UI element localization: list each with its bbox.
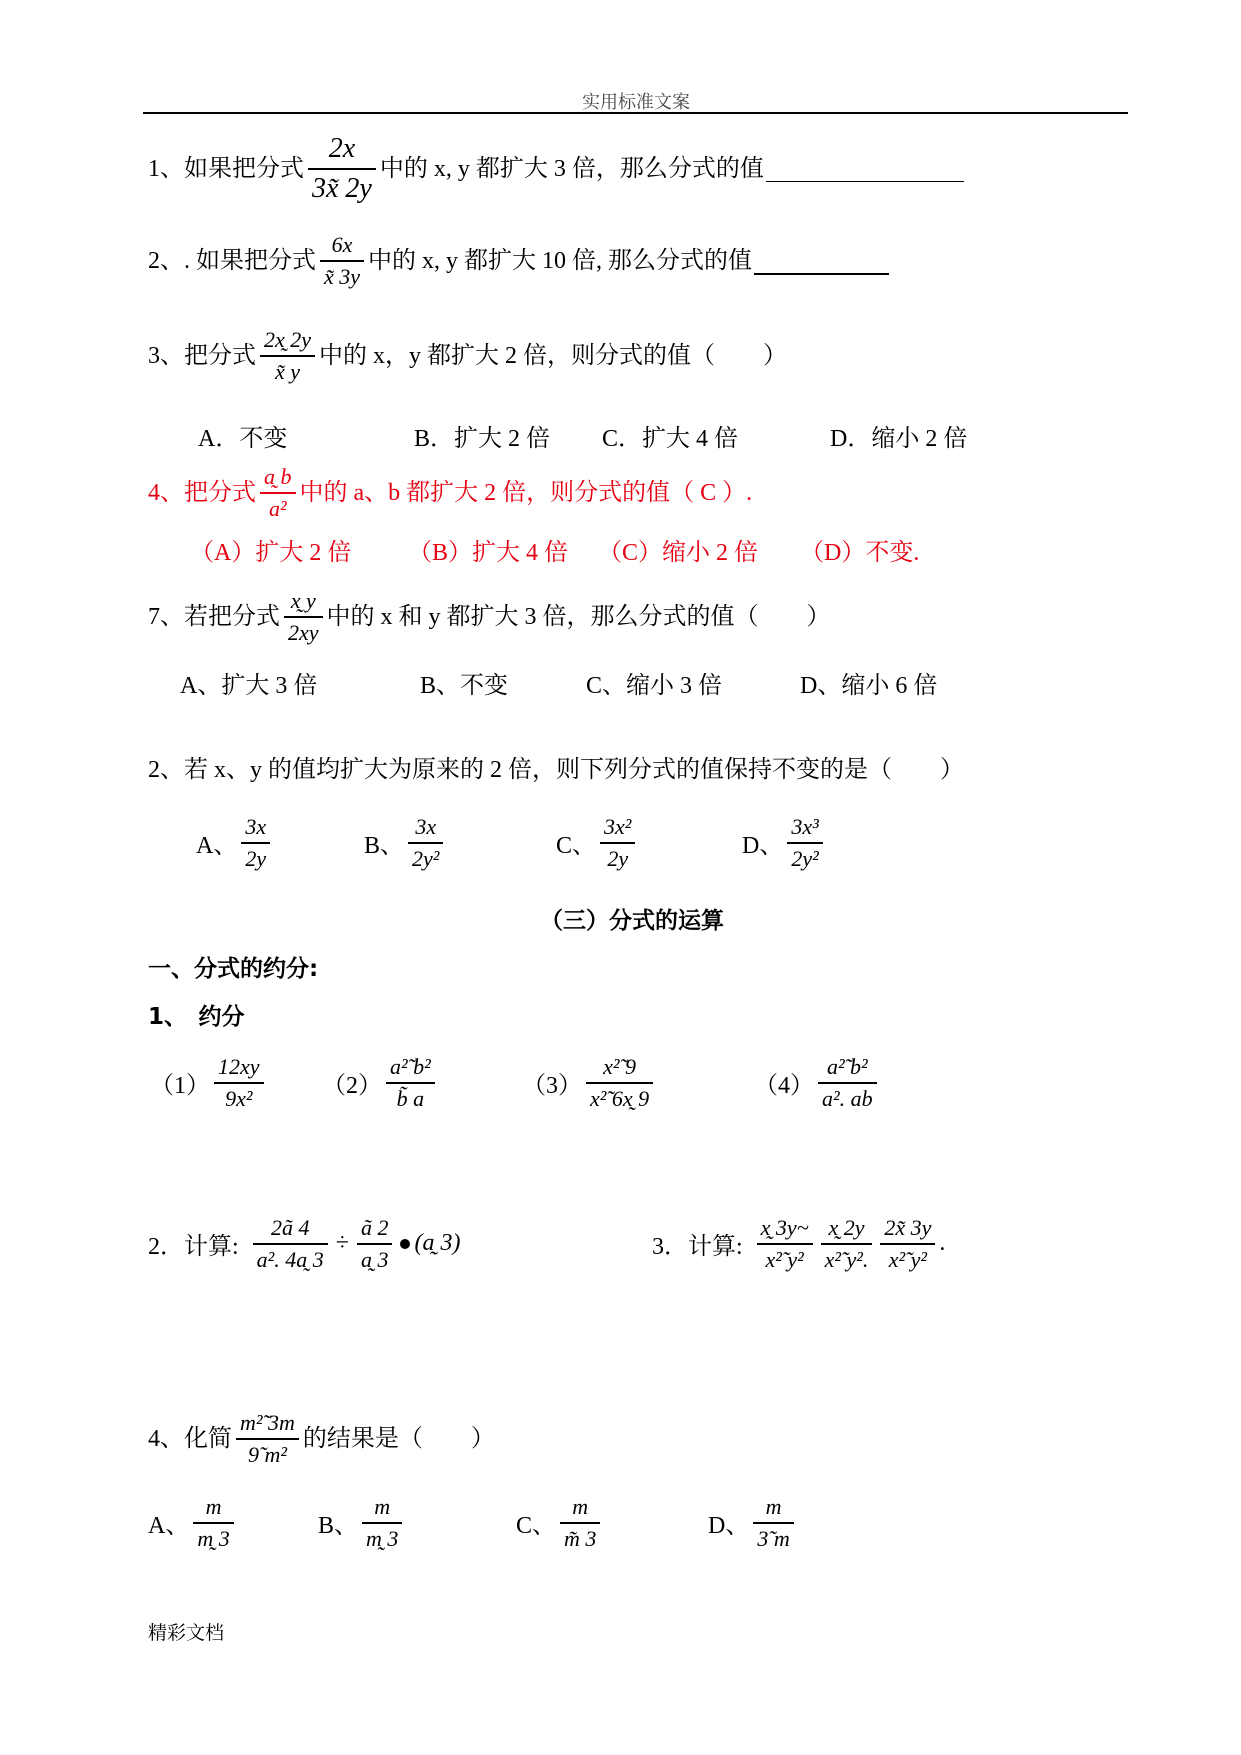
question-3 [148,325,787,387]
denominator: 2y [607,845,629,871]
q4b-option-a[interactable] [148,1492,238,1554]
q4b-option-c[interactable] [516,1492,604,1554]
reduce-4-fraction [818,1052,877,1114]
q7-text: 中的 x 和 y 都扩大 3 倍，那么分式的值（ ） [326,603,831,630]
reduce-2-label: （2） [322,1073,382,1100]
q7-option-b[interactable]: B、不变 [420,673,509,699]
page-footer: 精彩文档 [148,1623,225,1644]
q2b-option-d-fraction [787,812,822,874]
q2-text: 中的 x, y 都扩大 10 倍, 那么分式的值 [368,247,753,274]
numerator: 3x [415,814,437,839]
multiply-dot-icon [400,1239,410,1249]
denominator: x²̃ y² [888,1246,927,1272]
item-title: 1、 约分 [148,1004,245,1030]
q2-numerator: 6x [331,232,353,257]
q4b-option-a-label: A、 [148,1513,190,1540]
calc-3-fraction-1 [757,1213,813,1275]
q2b-option-a-label: A、 [196,833,238,860]
q2b-option-d[interactable] [742,812,827,874]
denominator: b̃ a [396,1085,425,1111]
part-title: 一、分式的约分: [148,956,319,982]
q1-answer-blank[interactable] [766,155,964,182]
q7-option-d[interactable]: D、缩小 6 倍 [800,673,938,699]
numerator: x²̃ 9 [603,1054,636,1079]
q4b-option-c-label: C、 [516,1513,557,1540]
q2b-option-a[interactable] [196,812,274,874]
question-4b [148,1408,495,1470]
section-title: （三）分式的运算 [540,908,724,934]
q2-fraction [320,230,364,292]
q4b-option-a-fraction [193,1492,233,1554]
q4b-option-b-label: B、 [318,1513,359,1540]
q1-fraction [308,130,376,208]
q2b-option-a-fraction [241,812,270,874]
q4-text: 中的 a、b 都扩大 2 倍，则分式的值（ C ）. [299,479,753,506]
calc-2-fraction-2 [357,1213,393,1275]
numerator: m [205,1494,222,1519]
reduce-1-fraction [214,1052,264,1114]
denominator: m̰ 3 [366,1525,399,1551]
q7-option-a[interactable]: A、扩大 3 倍 [180,673,318,699]
calc-2-tail: (a̰ 3) [414,1230,461,1257]
divide-sign: ÷ [335,1230,349,1257]
q4-option-c[interactable]: （C）缩小 2 倍 [598,540,759,566]
denominator: 2y [245,845,267,871]
q3-option-d[interactable]: D．缩小 2 倍 [830,426,968,452]
q3-label: 3、把分式 [148,342,256,369]
denominator: a². ab [822,1085,873,1111]
question-1 [148,130,964,208]
denominator: x²̃ y² [765,1246,804,1272]
q4-denominator: a² [268,495,287,521]
q1-numerator: 2x [328,133,356,164]
numerator: x̰ 2y [828,1215,865,1240]
numerator: 2ã 4 [270,1215,310,1240]
calc-3-period: . [939,1230,946,1257]
denominator: a̰ 3 [360,1246,389,1272]
reduce-3 [522,1052,657,1114]
numerator: m [572,1494,589,1519]
q4b-text: 的结果是（ ） [302,1425,495,1452]
denominator: a². 4a̰ 3 [256,1246,324,1272]
q3-fraction [260,325,315,387]
numerator: a²̃ b² [390,1054,431,1079]
q2b-option-b-fraction [408,812,443,874]
question-7 [148,586,831,648]
q2b-option-c-label: C、 [556,833,597,860]
q3-text: 中的 x，y 都扩大 2 倍，则分式的值（ ） [319,342,788,369]
q2-denominator: x̃ 3y [324,263,361,289]
q2-answer-blank[interactable] [754,247,889,275]
numerator: ã 2 [360,1215,389,1240]
numerator: 3x² [604,814,632,839]
q4-option-a[interactable]: （A）扩大 2 倍 [190,540,352,566]
denominator: m̰ 3 [197,1525,230,1551]
q7-option-c[interactable]: C、缩小 3 倍 [586,673,723,699]
denominator: 2y² [412,845,440,871]
q1-text: 中的 x, y 都扩大 3 倍，那么分式的值 [379,155,764,182]
reduce-2-fraction [386,1052,435,1114]
q3-numerator: 2x̰ 2y [264,327,312,352]
question-2 [148,230,889,292]
calc-3-fraction-3 [880,1213,935,1275]
reduce-4 [754,1052,881,1114]
denominator: 9̃ m² [247,1441,287,1467]
q3-option-b[interactable]: B．扩大 2 倍 [414,426,551,452]
q4-option-d[interactable]: （D）不变. [800,540,920,566]
denominator: 9x² [225,1085,253,1111]
q4b-option-d-label: D、 [708,1513,750,1540]
q3-denominator: x̃ y [275,358,301,384]
q7-label: 7、若把分式 [148,603,280,630]
q1-denominator: 3x̃ 2y [312,172,372,204]
header-rule [143,112,1128,114]
numerator: 2x̃ 3y [884,1215,932,1240]
q3-option-a[interactable]: A．不变 [198,426,288,452]
numerator: m [765,1494,782,1519]
q2b-option-c-fraction [600,812,635,874]
q4-numerator: a̰ b [264,464,292,489]
calc-3-label: 3．计算: [652,1234,743,1261]
reduce-2 [322,1052,439,1114]
denominator: x²̃ 6x̰ 9 [590,1085,650,1111]
denominator: m̃ 3 [564,1525,597,1551]
q1-label: 1、如果把分式 [148,155,304,182]
numerator: x̰ 3y~ [760,1215,809,1240]
numerator: 12xy [218,1054,260,1079]
denominator: 2y² [791,845,819,871]
q4-option-b[interactable]: （B）扩大 4 倍 [408,540,569,566]
numerator: m²̃ 3m [240,1410,295,1435]
q2b-option-b[interactable] [364,812,447,874]
numerator: 3x [245,814,267,839]
calc-2 [148,1213,460,1275]
reduce-3-fraction [586,1052,653,1114]
q4b-fraction [236,1408,299,1470]
q4b-option-d[interactable] [708,1492,798,1554]
calc-2-label: 2．计算: [148,1234,239,1261]
numerator: 3x³ [791,814,819,839]
q4-label: 4、把分式 [148,479,256,506]
reduce-4-label: （4） [754,1073,814,1100]
denominator: x²̃ y². [824,1246,869,1272]
q2b-option-c[interactable] [556,812,639,874]
page-header: 实用标准文案 [582,92,690,112]
q2b-option-b-label: B、 [364,833,405,860]
q4b-option-d-fraction [753,1492,793,1554]
q7-numerator: x̰ y [290,588,316,613]
numerator: a²̃ b² [826,1054,868,1079]
question-2b: 2、若 x、y 的值均扩大为原来的 2 倍，则下列分式的值保持不变的是（ ） [148,757,964,783]
q2-label: 2、. 如果把分式 [148,247,316,274]
reduce-3-label: （3） [522,1073,582,1100]
reduce-1 [150,1052,268,1114]
q3-option-c[interactable]: C．扩大 4 倍 [602,426,739,452]
q4b-option-b[interactable] [318,1492,406,1554]
reduce-1-label: （1） [150,1073,210,1100]
numerator: m [374,1494,391,1519]
q2b-option-d-label: D、 [742,833,784,860]
calc-3-fraction-2 [821,1213,873,1275]
q4b-option-b-fraction [362,1492,402,1554]
calc-2-fraction-1 [253,1213,328,1275]
q4-fraction [260,462,296,524]
q4b-option-c-fraction [560,1492,600,1554]
question-4 [148,462,752,524]
q7-fraction [284,586,323,648]
q4b-label: 4、化简 [148,1425,232,1452]
calc-3 [652,1213,945,1275]
q7-denominator: 2xy [288,619,319,645]
denominator: 3̃ m [757,1525,790,1551]
